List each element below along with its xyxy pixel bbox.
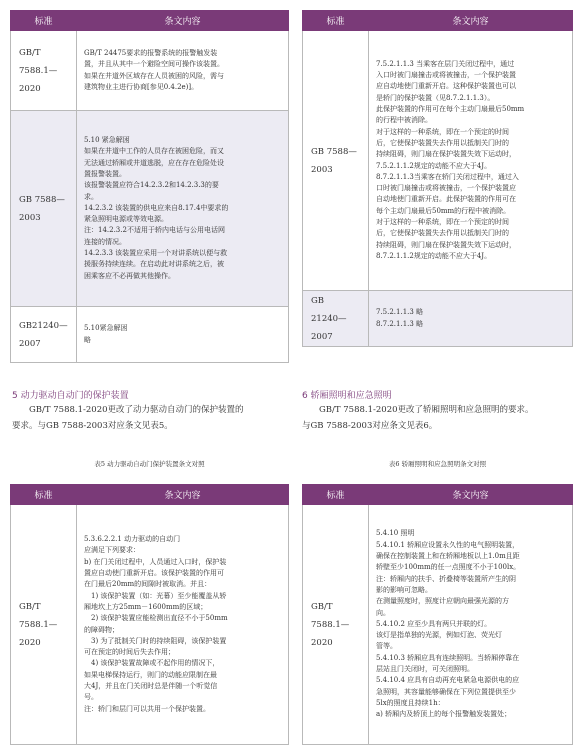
content-line: 2) 该保护装置应能检测出直径不小于50mm	[91, 614, 228, 623]
table-header-row	[11, 485, 289, 505]
content-line: 4) 该保护装置故障或不起作用的情况下，	[91, 659, 220, 668]
content-line: 5.4.10.1 轿厢应设置永久性的电气照明装置，	[376, 540, 520, 549]
standard-line: 2007	[311, 331, 333, 342]
table-row	[11, 307, 289, 363]
paragraph-line: 要求。与GB 7588-2003对应条文见表5。	[12, 421, 173, 431]
content-line: 每个主动门扇最后50mm的行程中被消除。	[376, 206, 511, 215]
content-line: 层站且门关闭时，可关闭照明。	[376, 665, 474, 674]
content-line: 3) 为了抵制关门时的持续阻碍，该保护装置	[91, 636, 227, 645]
content-line: 5lx的照度且持续1h：	[376, 698, 445, 707]
table-5-caption: 表5 动力驱动自动门保护装置条文对照	[94, 460, 205, 468]
content-line: a) 轿厢内及轿顶上的每个报警触发装置处；	[376, 710, 512, 719]
standard-line: 7588.1—	[19, 65, 58, 76]
paragraph-line: GB/T 7588.1-2020更改了轿厢照明和应急照明的要求。	[319, 405, 534, 415]
content-cell	[369, 31, 573, 291]
paragraph-line: GB/T 7588.1-2020更改了动力驱动自动门的保护装置的	[29, 405, 244, 415]
content-line: 困乘客应不必再做其他操作。	[84, 271, 175, 280]
table-row	[11, 111, 289, 307]
column-header-standard: 标准	[303, 11, 369, 31]
standard-cell	[11, 505, 77, 745]
content-line: 后，它使保护装置失去作用以抵制关门时的	[376, 138, 509, 147]
content-line: 连接的情况。	[84, 237, 126, 246]
content-line: 5.10 紧急解困	[84, 136, 130, 145]
content-line: 号。	[84, 693, 98, 702]
standard-line: GB	[311, 295, 325, 306]
standard-cell	[303, 505, 369, 745]
content-line: 置应自动使门重新开启。该保护装置的作用可	[84, 569, 224, 578]
standard-line: 2007	[19, 338, 41, 349]
content-line: 是轿门的保护装置（见8.7.2.1.1.3）。	[376, 93, 495, 102]
standard-cell	[303, 31, 369, 291]
content-line: 注：轿厢内的扶手、折叠椅等装置所产生的阴	[376, 574, 516, 583]
content-line: 急照明，其容量能够确保在下列位置提供至少	[376, 687, 516, 696]
content-line: 入口时被门扇撞击或将被撞击，一个保护装置	[376, 71, 516, 80]
content-line: 8.7.2.1.1.3 略	[376, 319, 424, 328]
content-line: 对于这样的一种系统，即在一个预定的时间	[376, 217, 509, 226]
standard-line: GB/T	[19, 47, 41, 58]
content-line: 持续阻碍，则门扇在保护装置失效下运动时，	[376, 150, 516, 159]
content-line: 7.5.2.1.1.3 当乘客在层门关闭过程中，通过	[376, 59, 515, 68]
content-line: 7.5.2.1.1.2规定的动能不应大于4J。	[376, 161, 492, 170]
content-cell	[77, 505, 289, 745]
table-row	[11, 505, 289, 745]
content-line: 7.5.2.1.1.3 略	[376, 308, 424, 317]
column-header-content: 条文内容	[77, 485, 289, 505]
comparison-table-alarm	[10, 10, 289, 363]
content-line: 注：14.2.3.2不适用于轿内电话与公用电话网	[84, 226, 225, 235]
content-line: 8.7.2.1.1.3当乘客在轿门关闭过程中，通过入	[376, 172, 519, 181]
standard-line: GB/T	[311, 601, 333, 612]
content-line: 5.3.6.2.2.1 动力驱动的自动门	[84, 535, 181, 544]
content-line: 厢地坎上方25mm－1600mm的区域；	[84, 602, 208, 611]
content-line: 此保护装置的作用可在每个主动门扇最后50mm	[376, 105, 525, 114]
content-line: 向。	[376, 608, 390, 617]
content-cell	[369, 505, 573, 745]
content-line: 5.4.10 照明	[376, 529, 415, 538]
content-line: 影的影响可忽略。	[376, 585, 432, 594]
content-line: 14.2.3.3 该装置应采用一个对讲系统以便与救	[84, 249, 228, 258]
content-line: 如果电梯保持运行，则门的动能应限制在最	[84, 670, 217, 679]
table-row	[11, 31, 289, 111]
content-line: 应满足下列要求：	[84, 546, 140, 555]
column-header-content: 条文内容	[369, 11, 573, 31]
table-header-row	[11, 11, 289, 31]
content-line: 5.4.10.4 应具有自动再充电紧急电源供电的应	[376, 676, 520, 685]
content-line: 略	[84, 335, 91, 344]
content-line: 援服务持续连续。在启动此对讲系统之后，被	[84, 260, 224, 269]
section-6-paragraph	[302, 402, 574, 434]
content-line: 求。	[84, 192, 98, 201]
section-5-heading: 5 动力驱动自动门的保护装置	[12, 391, 129, 401]
content-line: 的行程中被消除。	[376, 116, 432, 125]
content-line: 后，它使保护装置失去作用以抵制关门时的	[376, 229, 509, 238]
standard-line: 21240—	[311, 313, 347, 324]
standard-cell	[303, 291, 369, 347]
comparison-table-door-protection-old	[302, 10, 573, 347]
table-row	[303, 291, 573, 347]
standard-line: 2020	[311, 637, 333, 648]
standard-cell	[11, 111, 77, 307]
standard-line: 2003	[311, 164, 333, 175]
content-line: 口时被门扇撞击或将被撞击，一个保护装置应	[376, 184, 516, 193]
comparison-table-5	[10, 484, 289, 745]
standard-line: GB21240—	[19, 320, 68, 331]
content-line: 对于这样的一种系统，即在一个预定的时间	[376, 127, 509, 136]
content-line: 无法通过轿厢或井道逃脱，应在存在危险处设	[84, 158, 224, 167]
content-line: 在门最后20mm的间隙时被取消。并且：	[84, 580, 212, 589]
content-line: 置，并且从其中一个避险空间可操作该装置。	[84, 60, 224, 69]
content-line: 自动地使门重新开启。此保护装置的作用可在	[376, 195, 516, 204]
table-row	[303, 505, 573, 745]
content-line: 置报警装置。	[84, 169, 126, 178]
table-6-caption: 表6 轿厢照明和应急照明条文对照	[388, 460, 487, 468]
column-header-content: 条文内容	[77, 11, 289, 31]
content-line: 14.2.3.2 该装置的供电应来自8.17.4中要求的	[84, 203, 229, 212]
column-header-standard: 标准	[303, 485, 369, 505]
content-line: 轿壁至少100mm的任一点照度不小于100lx。	[376, 563, 521, 572]
content-line: 5.4.10.2 应至少具有两只并联的灯。	[376, 619, 492, 628]
standard-line: GB 7588—	[311, 146, 357, 157]
table-header-row	[303, 485, 573, 505]
content-line: 确保在控制装置上和在轿厢地板以上1.0m且距	[376, 552, 520, 561]
column-header-standard: 标准	[11, 11, 77, 31]
content-line: 5.10紧急解困	[84, 324, 128, 333]
comparison-table-6	[302, 484, 573, 745]
content-line: 如果在井道中工作的人员存在被困危险，而又	[84, 147, 224, 156]
content-line: 该报警装置应符合14.2.3.2和14.2.3.3的要	[84, 181, 219, 190]
content-cell	[77, 111, 289, 307]
content-line: 应自动地使门重新开启。这种保护装置也可以	[376, 82, 516, 91]
table-row	[303, 31, 573, 291]
content-line: 持续阻碍，则门扇在保护装置失效下运动时，	[376, 240, 516, 249]
content-cell	[77, 31, 289, 111]
content-line: 可在预定的时间后失去作用；	[84, 648, 175, 657]
content-line: 如果在井道外区域存在人员被困的风险，需与	[84, 71, 224, 80]
content-line: 5.4.10.3 轿厢应具有连续照明。当轿厢停靠在	[376, 653, 520, 662]
content-line: 1) 该保护装置（如：光幕）至少能覆盖从轿	[91, 591, 227, 600]
content-line: GB/T 24475要求的报警系统的报警触发装	[84, 48, 218, 57]
content-line: 大4J，并且在门关闭时总是伴随一个听觉信	[84, 681, 218, 690]
column-header-content: 条文内容	[369, 485, 573, 505]
section-5-paragraph	[12, 402, 292, 434]
standard-line: 7588.1—	[19, 619, 58, 630]
content-line: 注：轿门和层门可以共用一个保护装置。	[84, 704, 210, 713]
content-line: b) 在门关闭过程中，人员通过入口时，保护装	[84, 557, 227, 566]
content-line: 紧急照明电源或等效电源。	[84, 215, 168, 224]
standard-line: 2003	[19, 212, 41, 223]
standard-line: 2020	[19, 83, 41, 94]
standard-line: GB 7588—	[19, 194, 65, 205]
standard-line: 7588.1—	[311, 619, 350, 630]
content-line: 在测量照度时，照度计应朝向最强光源的方	[376, 597, 509, 606]
content-line: 该灯是指单独的光源，例如灯泡、荧光灯	[376, 631, 502, 640]
standard-cell	[11, 307, 77, 363]
content-line: 建筑物业主进行协商[参见0.4.2e)]。	[84, 82, 199, 91]
paragraph-line: 与GB 7588-2003对应条文见表6。	[302, 421, 438, 431]
content-cell	[369, 291, 573, 347]
column-header-standard: 标准	[11, 485, 77, 505]
content-line: 管等。	[376, 642, 397, 651]
content-line: 的障碍物；	[84, 625, 119, 634]
section-6-heading: 6 轿厢照明和应急照明	[302, 391, 392, 401]
standard-cell	[11, 31, 77, 111]
standard-line: 2020	[19, 637, 41, 648]
standard-line: GB/T	[19, 601, 41, 612]
content-cell	[77, 307, 289, 363]
content-line: 8.7.2.1.1.2规定的动能不应大于4J。	[376, 251, 492, 260]
table-header-row	[303, 11, 573, 31]
